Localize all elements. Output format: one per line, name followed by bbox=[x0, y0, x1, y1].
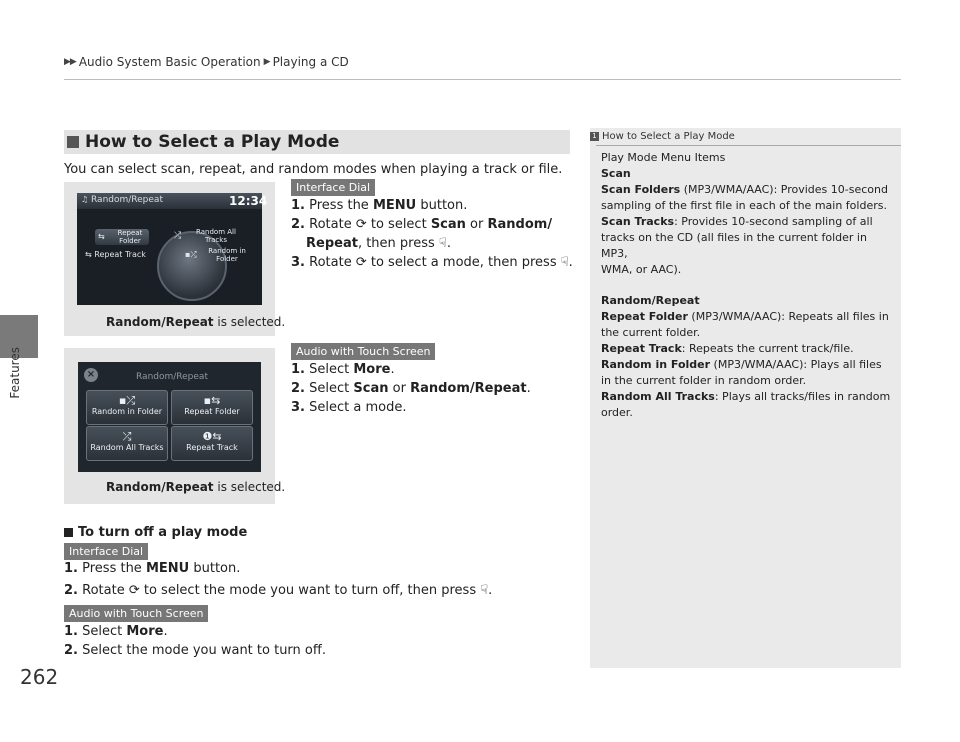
intro-text: You can select scan, repeat, and random modes when playing a track or file. bbox=[64, 162, 563, 177]
touch-step-3: 3. Select a mode. bbox=[291, 400, 407, 415]
sidebar-heading-text: How to Select a Play Mode bbox=[602, 131, 735, 142]
repeat-folder-button[interactable]: ▪⇆ Repeat Folder bbox=[171, 390, 253, 425]
subsection-title: To turn off a play mode bbox=[78, 525, 248, 540]
interface-dial-tag: Interface Dial bbox=[64, 543, 148, 560]
square-bullet-icon bbox=[64, 528, 73, 537]
rotate-dial-icon: ⟳ bbox=[128, 583, 140, 598]
shuffle-icon: ⤮ bbox=[122, 430, 132, 443]
note-badge: 1 bbox=[590, 132, 599, 141]
press-dial-icon: ☟ bbox=[480, 583, 489, 598]
screen-clock: 12:34 bbox=[229, 194, 268, 208]
repeat-track-option[interactable]: ⇆ Repeat Track bbox=[85, 250, 146, 259]
header-divider bbox=[64, 79, 901, 80]
close-icon[interactable]: × bbox=[84, 368, 98, 382]
repeat-folder-option[interactable]: ⇆ Repeat Folder bbox=[95, 229, 149, 245]
figure-caption: Random/Repeat is selected. bbox=[106, 480, 286, 494]
section-heading bbox=[64, 130, 570, 154]
touch-screen-tag: Audio with Touch Screen bbox=[64, 605, 208, 622]
screen-title: Random/Repeat bbox=[91, 195, 163, 205]
repeat-track-button[interactable]: ❶⇆ Repeat Track bbox=[171, 426, 253, 461]
square-bullet-icon bbox=[67, 136, 79, 148]
random-repeat-touch-screen bbox=[78, 362, 261, 472]
press-dial-icon: ☟ bbox=[438, 236, 447, 251]
figure-caption: Random/Repeat is selected. bbox=[106, 315, 286, 329]
rotate-dial-icon: ⟳ bbox=[355, 255, 367, 270]
touch-step-1: 1. Select More. bbox=[291, 362, 395, 377]
sidebar-divider bbox=[596, 145, 901, 146]
dial-step-3: 3. Rotate ⟳ to select a mode, then press ☟. bbox=[291, 255, 573, 270]
breadcrumb-item[interactable]: Playing a CD bbox=[272, 55, 349, 69]
rotate-dial-icon: ⟳ bbox=[355, 217, 367, 232]
shuffle-icon: ⤮ bbox=[174, 231, 182, 241]
random-in-folder-button[interactable]: ▪⤮ Random in Folder bbox=[86, 390, 168, 425]
chapter-label: Features bbox=[8, 347, 22, 399]
random-folder-icon: ▪⤮ bbox=[185, 250, 197, 259]
repeat-one-icon: ⇆ bbox=[85, 250, 95, 259]
off-touch-step-1: 1. Select More. bbox=[64, 624, 168, 639]
off-dial-step-1: 1. Press the MENU button. bbox=[64, 561, 241, 576]
touch-step-2: 2. Select Scan or Random/Repeat. bbox=[291, 381, 531, 396]
touch-screen-tag: Audio with Touch Screen bbox=[291, 343, 435, 360]
random-folder-icon: ▪⤮ bbox=[118, 394, 136, 407]
off-dial-step-2: 2. Rotate ⟳ to select the mode you want to turn off, then press ☟. bbox=[64, 583, 493, 598]
off-touch-step-2: 2. Select the mode you want to turn off. bbox=[64, 643, 326, 658]
random-all-tracks-button[interactable]: ⤮ Random All Tracks bbox=[86, 426, 168, 461]
sidebar-heading bbox=[590, 131, 735, 142]
dial-step-2-cont: Repeat, then press ☟. bbox=[306, 236, 451, 251]
section-title: How to Select a Play Mode bbox=[85, 132, 340, 152]
random-all-tracks-option[interactable]: Random All Tracks bbox=[196, 228, 236, 244]
music-note-icon: ♫ bbox=[81, 195, 89, 204]
breadcrumb-item[interactable]: Audio System Basic Operation bbox=[78, 55, 261, 69]
breadcrumb-arrow-icon: ▶ bbox=[263, 57, 270, 67]
breadcrumb bbox=[64, 55, 349, 69]
repeat-folder-icon: ▪⇆ bbox=[203, 394, 221, 407]
breadcrumb-arrow-icon: ▶▶ bbox=[64, 57, 76, 67]
sidebar-body: Play Mode Menu Items Scan Scan Folders (MP3/WMA/AAC): Provides 10-second sampling of the first file in each of the main folders. Scan Tracks: Provides 10-second sampling of all tracks on the CD (all files in the current folder in MP3, WMA, or AAC). Random/Repeat Repeat Folder (MP3/WMA/AAC): Repeats all files in the current folder. Repeat Track: Repeats the current track/file. Random in Folder (MP3/WMA/AAC): Plays all files in the current folder in random order. Random All Tracks: Plays all tracks/files in random order. bbox=[601, 151, 891, 419]
page-number: 262 bbox=[20, 665, 59, 689]
dial-step-1: 1. Press the MENU button. bbox=[291, 198, 468, 213]
repeat-icon: ⇆ bbox=[98, 232, 105, 241]
random-repeat-dial-screen bbox=[77, 193, 268, 305]
subsection-heading bbox=[64, 525, 247, 540]
press-dial-icon: ☟ bbox=[560, 255, 569, 270]
screen-title: Random/Repeat bbox=[136, 372, 208, 382]
interface-dial-tag: Interface Dial bbox=[291, 179, 375, 196]
random-in-folder-option[interactable]: Random in Folder bbox=[208, 247, 246, 263]
dial-step-2: 2. Rotate ⟳ to select Scan or Random/ bbox=[291, 217, 553, 232]
repeat-one-icon: ❶⇆ bbox=[202, 430, 222, 443]
